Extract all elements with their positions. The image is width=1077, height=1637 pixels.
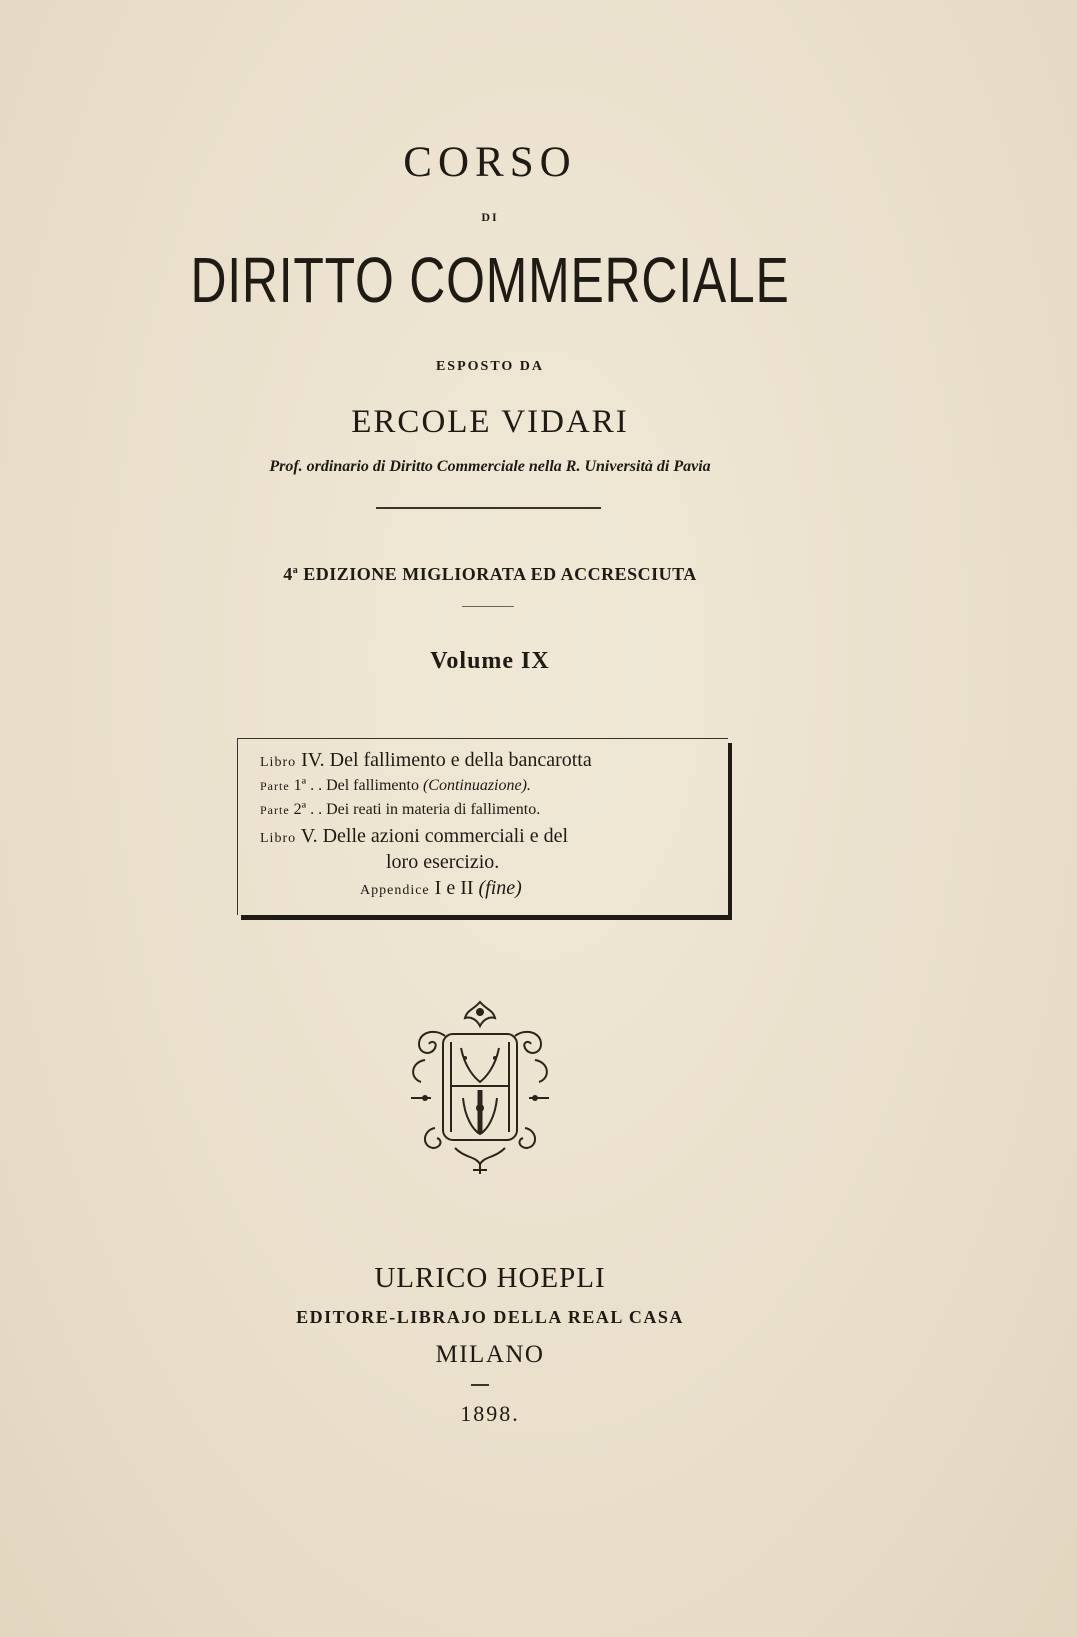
publication-year: 1898. [460,1401,520,1426]
contents-line-continuation: loro esercizio. [386,851,500,873]
small-rule [471,1384,489,1386]
parte-2-num: 2ª [289,801,307,818]
contents-line-parte-2 [260,801,540,819]
publisher-name: ULRICO HOEPLI [374,1262,606,1294]
contents-box [237,738,728,915]
edition-superscript: a [292,565,299,576]
appendice-label: Appendice [360,883,430,898]
libro-iv-text: IV. Del fallimento e della bancarotta [296,749,592,771]
author-affiliation: Prof. ordinario di Diritto Commerciale nella R. Università di Pavia [269,458,711,475]
publisher-monogram-icon [405,998,555,1178]
parte-1-text: . . Del fallimento [306,777,423,794]
publisher-subtitle: EDITORE-LIBRAJO DELLA REAL CASA [296,1307,684,1327]
libro-v-text: V. Delle azioni commerciali e del [296,825,569,847]
edition-text: EDIZIONE MIGLIORATA ED ACCRESCIUTA [298,564,697,584]
contents-line-libro-v [260,825,568,848]
parte-2-text: . . Dei reati in materia di fallimento. [306,801,541,818]
esposto-da: ESPOSTO DA [435,359,545,374]
parte-label: Parte [260,779,290,793]
connector-di: DI [481,210,499,224]
book-title: DIRITTO COMMERCIALE [190,244,790,316]
divider-rule [376,507,601,509]
parte-label: Parte [260,803,290,817]
contents-line-parte-1 [260,777,531,795]
parte-1-italic: (Continuazione). [422,777,531,794]
contents-line-libro-iv [260,749,592,772]
series-heading: CORSO [403,139,577,186]
contents-line-appendice [360,877,522,900]
publisher-city: MILANO [435,1341,545,1368]
edition-number: 4 [283,564,293,584]
libro-label: Libro [260,755,297,770]
edition-statement [0,564,980,585]
appendice-italic: (fine) [478,877,522,899]
parte-1-num: 1ª [289,777,307,794]
libro-label: Libro [260,831,297,846]
author-name: ERCOLE VIDARI [351,404,629,440]
volume-label: Volume IX [430,648,550,674]
appendice-text: I e II [429,877,479,899]
short-rule [462,606,514,607]
